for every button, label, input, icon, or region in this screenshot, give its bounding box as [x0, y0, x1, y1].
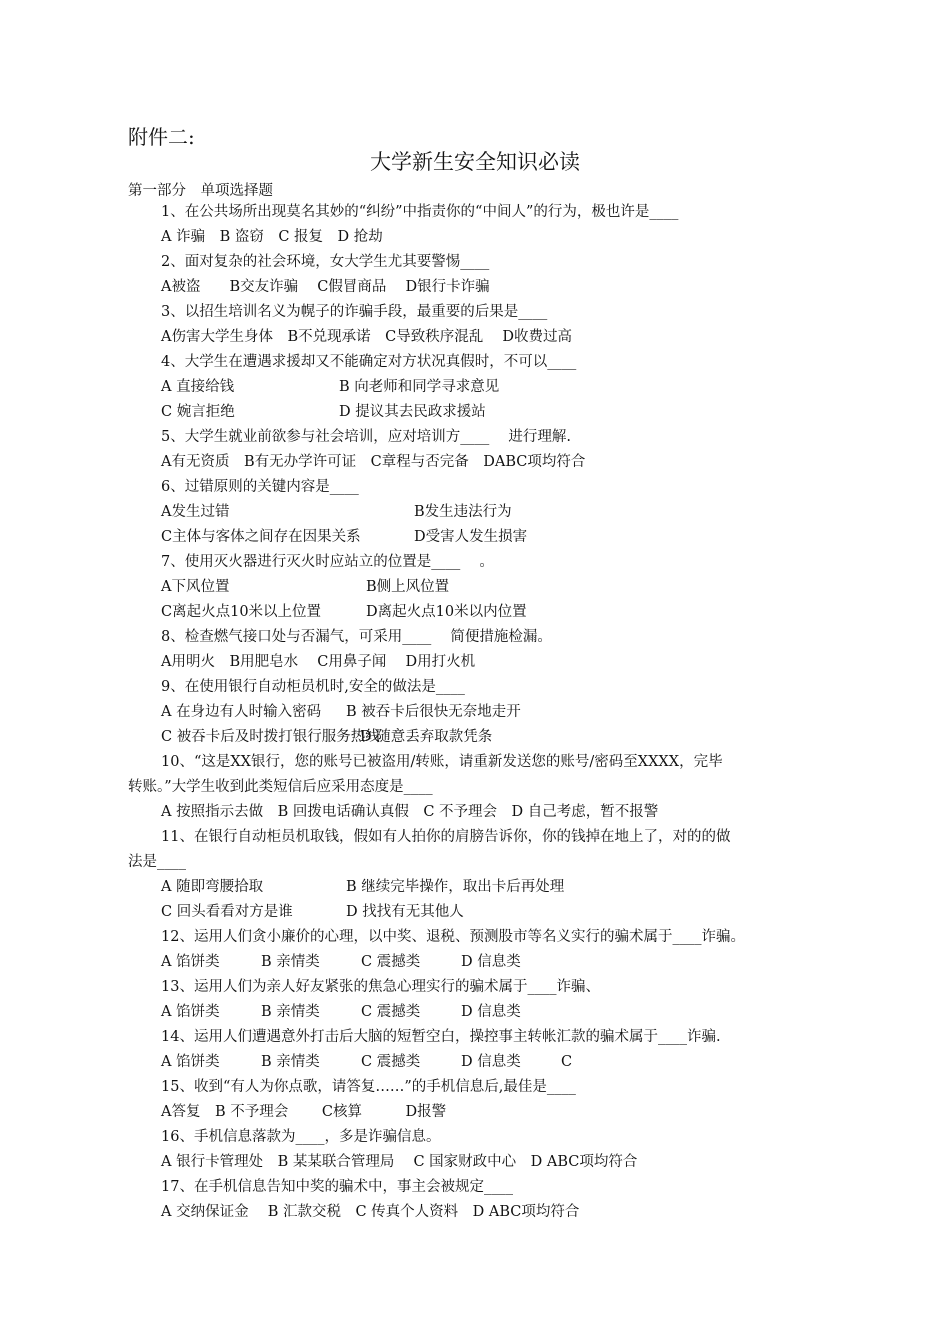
question-options: [128, 400, 828, 425]
question-text: 13、运用人们为亲人好友紧张的焦急心理实行的骗术属于____诈骗、: [161, 979, 600, 995]
option-d: D 随意丢弃取款凭条: [360, 729, 493, 745]
question-list: [128, 200, 828, 1225]
question-text: 9、在使用银行自动柜员机时,安全的做法是____: [161, 679, 465, 695]
question-options: [128, 725, 828, 750]
option-b: B侧上风位置: [366, 579, 450, 595]
option-c: C 婉言拒绝: [161, 404, 235, 420]
question-options: [128, 525, 828, 550]
question-options: [128, 1000, 828, 1025]
question-options: [128, 950, 828, 975]
question-options: A 按照指示去做 B 回拨电话确认真假 C 不予理会 D 自己考虑，暂不报警: [161, 804, 659, 820]
option-d: D离起火点10米以内位置: [366, 604, 527, 620]
option-c: C 震撼类: [361, 1004, 421, 1020]
question-options: [128, 375, 828, 400]
question-text: 17、在手机信息告知中奖的骗术中，事主会被规定____: [161, 1179, 513, 1195]
option-d: D 信息类: [461, 1054, 521, 1070]
question-options: A用明火 B用肥皂水 C用鼻子闻 D用打火机: [161, 654, 476, 670]
question-options: [128, 500, 828, 525]
option-b: B 被吞卡后很快无奈地走开: [346, 704, 521, 720]
option-c: C 回头看看对方是谁: [161, 904, 293, 920]
option-c: C 震撼类: [361, 1054, 421, 1070]
option-c: C 被吞卡后及时拨打银行服务热线: [161, 729, 380, 745]
question-options: [128, 700, 828, 725]
option-d: D 提议其去民政求援站: [339, 404, 486, 420]
question-text: 6、过错原则的关键内容是____: [161, 479, 359, 495]
section-heading: 第一部分 单项选择题: [128, 183, 273, 199]
question-text-line-1: 10、“这是XX银行，您的账号已被盗用/转账，请重新发送您的账号/密码至XXXX，完毕: [161, 754, 723, 770]
option-d: D 信息类: [461, 1004, 521, 1020]
option-b: B发生违法行为: [414, 504, 512, 520]
question-options: [128, 575, 828, 600]
option-a: A 馅饼类: [161, 954, 220, 970]
question-options: A 诈骗 B 盗窃 C 报复 D 抢劫: [161, 229, 383, 245]
question-text-line-2: 转账。”大学生收到此类短信后应采用态度是____: [128, 779, 433, 795]
option-b: B 亲情类: [261, 954, 320, 970]
question-text: 5、大学生就业前欲参与社会培训，应对培训方____ 进行理解.: [161, 429, 571, 445]
option-a: A 直接给钱: [161, 379, 235, 395]
question-options: A被盗 B交友诈骗 C假冒商品 D银行卡诈骗: [161, 279, 490, 295]
annex-label: 附件二:: [128, 125, 195, 149]
question-text: 8、检查燃气接口处与否漏气，可采用____ 简便措施检漏。: [161, 629, 552, 645]
option-c: C主体与客体之间存在因果关系: [161, 529, 361, 545]
answer-mark: C: [561, 1054, 573, 1070]
option-d: D 找找有无其他人: [346, 904, 464, 920]
option-a: A 随即弯腰拾取: [161, 879, 264, 895]
question-text: 7、使用灭火器进行灭火时应站立的位置是____ 。: [161, 554, 494, 570]
question-text: 16、手机信息落款为____，多是诈骗信息。: [161, 1129, 441, 1145]
question-options: A伤害大学生身体 B不兑现承诺 C导致秩序混乱 D收费过高: [161, 329, 572, 345]
option-a: A发生过错: [161, 504, 230, 520]
question-text-line-1: 11、在银行自动柜员机取钱，假如有人拍你的肩膀告诉你，你的钱掉在地上了，对的的做: [161, 829, 731, 845]
question-options: A 交纳保证金 B 汇款交税 C 传真个人资料 D ABC项均符合: [161, 1204, 580, 1220]
question-options: A 银行卡管理处 B 某某联合管理局 C 国家财政中心 D ABC项均符合: [161, 1154, 638, 1170]
question-options: A有无资质 B有无办学许可证 C章程与否完备 DABC项均符合: [161, 454, 586, 470]
question-options: [128, 900, 828, 925]
option-b: B 亲情类: [261, 1004, 320, 1020]
question-text: 12、运用人们贪小廉价的心理，以中奖、退税、预测股市等名义实行的骗术属于____诈骗。: [161, 929, 745, 945]
question-text: 2、面对复杂的社会环境，女大学生尤其要警惕____: [161, 254, 490, 270]
question-text: 4、大学生在遭遇求援却又不能确定对方状况真假时，不可以____: [161, 354, 577, 370]
option-a: A 馅饼类: [161, 1004, 220, 1020]
question-options: [128, 875, 828, 900]
option-d: D受害人发生损害: [414, 529, 528, 545]
option-a: A 在身边有人时输入密码: [161, 704, 322, 720]
option-a: A下风位置: [161, 579, 230, 595]
question-options: [128, 1050, 828, 1075]
question-text: 14、运用人们遭遇意外打击后大脑的短暂空白，操控事主转帐汇款的骗术属于____诈骗.: [161, 1029, 721, 1045]
question-options: [128, 600, 828, 625]
option-c: C离起火点10米以上位置: [161, 604, 322, 620]
option-b: B 向老师和同学寻求意见: [339, 379, 500, 395]
question-text-line-2: 法是____: [128, 854, 186, 870]
question-text: 1、在公共场所出现莫名其妙的“纠纷”中指责你的“中间人”的行为，极也许是____: [161, 204, 679, 220]
option-b: B 继续完毕操作，取出卡后再处理: [346, 879, 565, 895]
option-a: A 馅饼类: [161, 1054, 220, 1070]
question-text: 3、以招生培训名义为幌子的诈骗手段，最重要的后果是____: [161, 304, 548, 320]
option-b: B 亲情类: [261, 1054, 320, 1070]
document-title: 大学新生安全知识必读: [370, 150, 580, 174]
question-text: 15、收到“有人为你点歌，请答复……”的手机信息后,最佳是____: [161, 1079, 576, 1095]
option-c: C 震撼类: [361, 954, 421, 970]
option-d: D 信息类: [461, 954, 521, 970]
question-options: A答复 B 不予理会 C核算 D报警: [161, 1104, 447, 1120]
